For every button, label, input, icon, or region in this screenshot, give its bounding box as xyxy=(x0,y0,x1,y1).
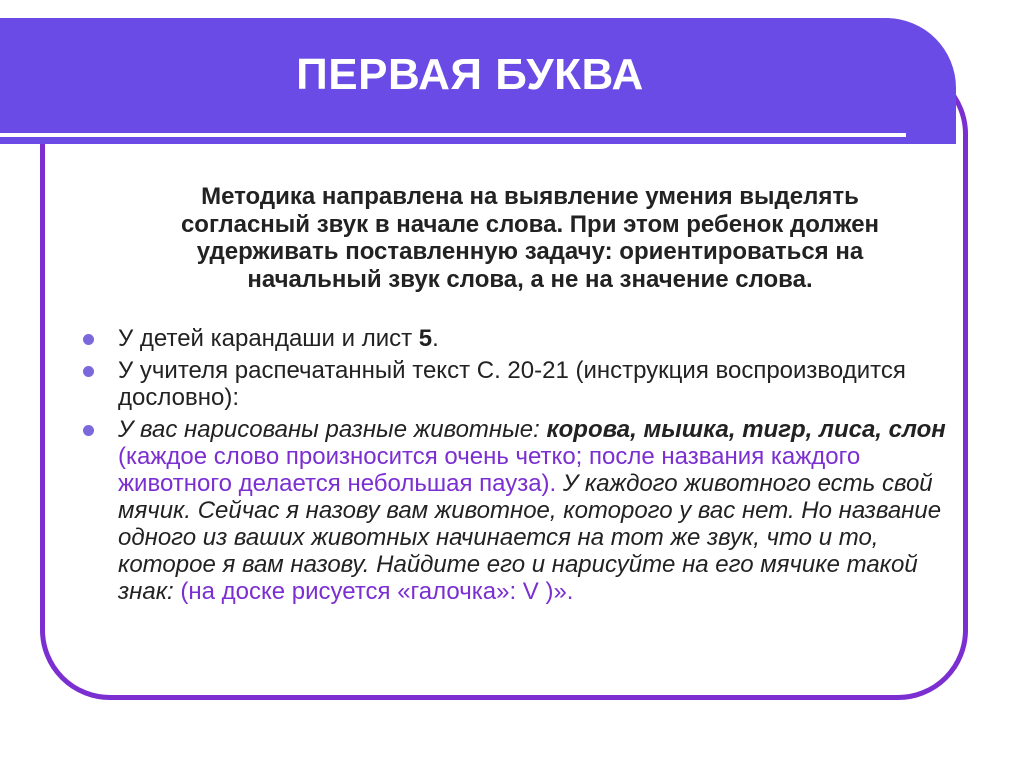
item2-text: У учителя распечатанный текст С. 20-21 (инструкция воспроизводится дословно): xyxy=(118,357,906,411)
list-item xyxy=(80,416,960,605)
list-item xyxy=(80,325,960,352)
item1-bold: 5 xyxy=(418,325,433,352)
item3-end: (на доске рисуется «галочка»: V )». xyxy=(180,578,574,605)
item3-animals: корова, мышка, тигр, лиса, слон xyxy=(546,416,946,443)
list-item xyxy=(80,357,960,411)
item3-colon: : xyxy=(167,578,181,605)
bullet-icon xyxy=(83,334,94,345)
bullet-list xyxy=(80,325,960,610)
slide-title: ПЕРВАЯ БУКВА xyxy=(296,50,644,99)
item3-instruction: У каждого животного есть свой мячик. Сейчас я назову вам животное, которого у вас нет. Но название одного из ваших животных начинается на тот же звук, что и то, которое я вам назову. Найдите его и нарисуйте на его мячике такой знак xyxy=(118,470,942,605)
item3-note: (каждое слово произносится очень четко; после названия каждого животного делается небольшая пауза). xyxy=(118,443,861,497)
item1-text: У детей карандаши и лист xyxy=(118,325,419,352)
banner-divider xyxy=(0,133,906,137)
item1-end: . xyxy=(432,325,439,352)
bullet-icon xyxy=(83,366,94,377)
intro-paragraph: Методика направлена на выявление умения выделять согласный звук в начале слова. При этом ребенок должен удерживать поставленную задачу: ориентироваться на начальный звук слова, а не на значение слова. xyxy=(180,183,880,293)
bullet-icon xyxy=(83,425,94,436)
item3-intro: У вас нарисованы разные животные: xyxy=(118,416,547,443)
